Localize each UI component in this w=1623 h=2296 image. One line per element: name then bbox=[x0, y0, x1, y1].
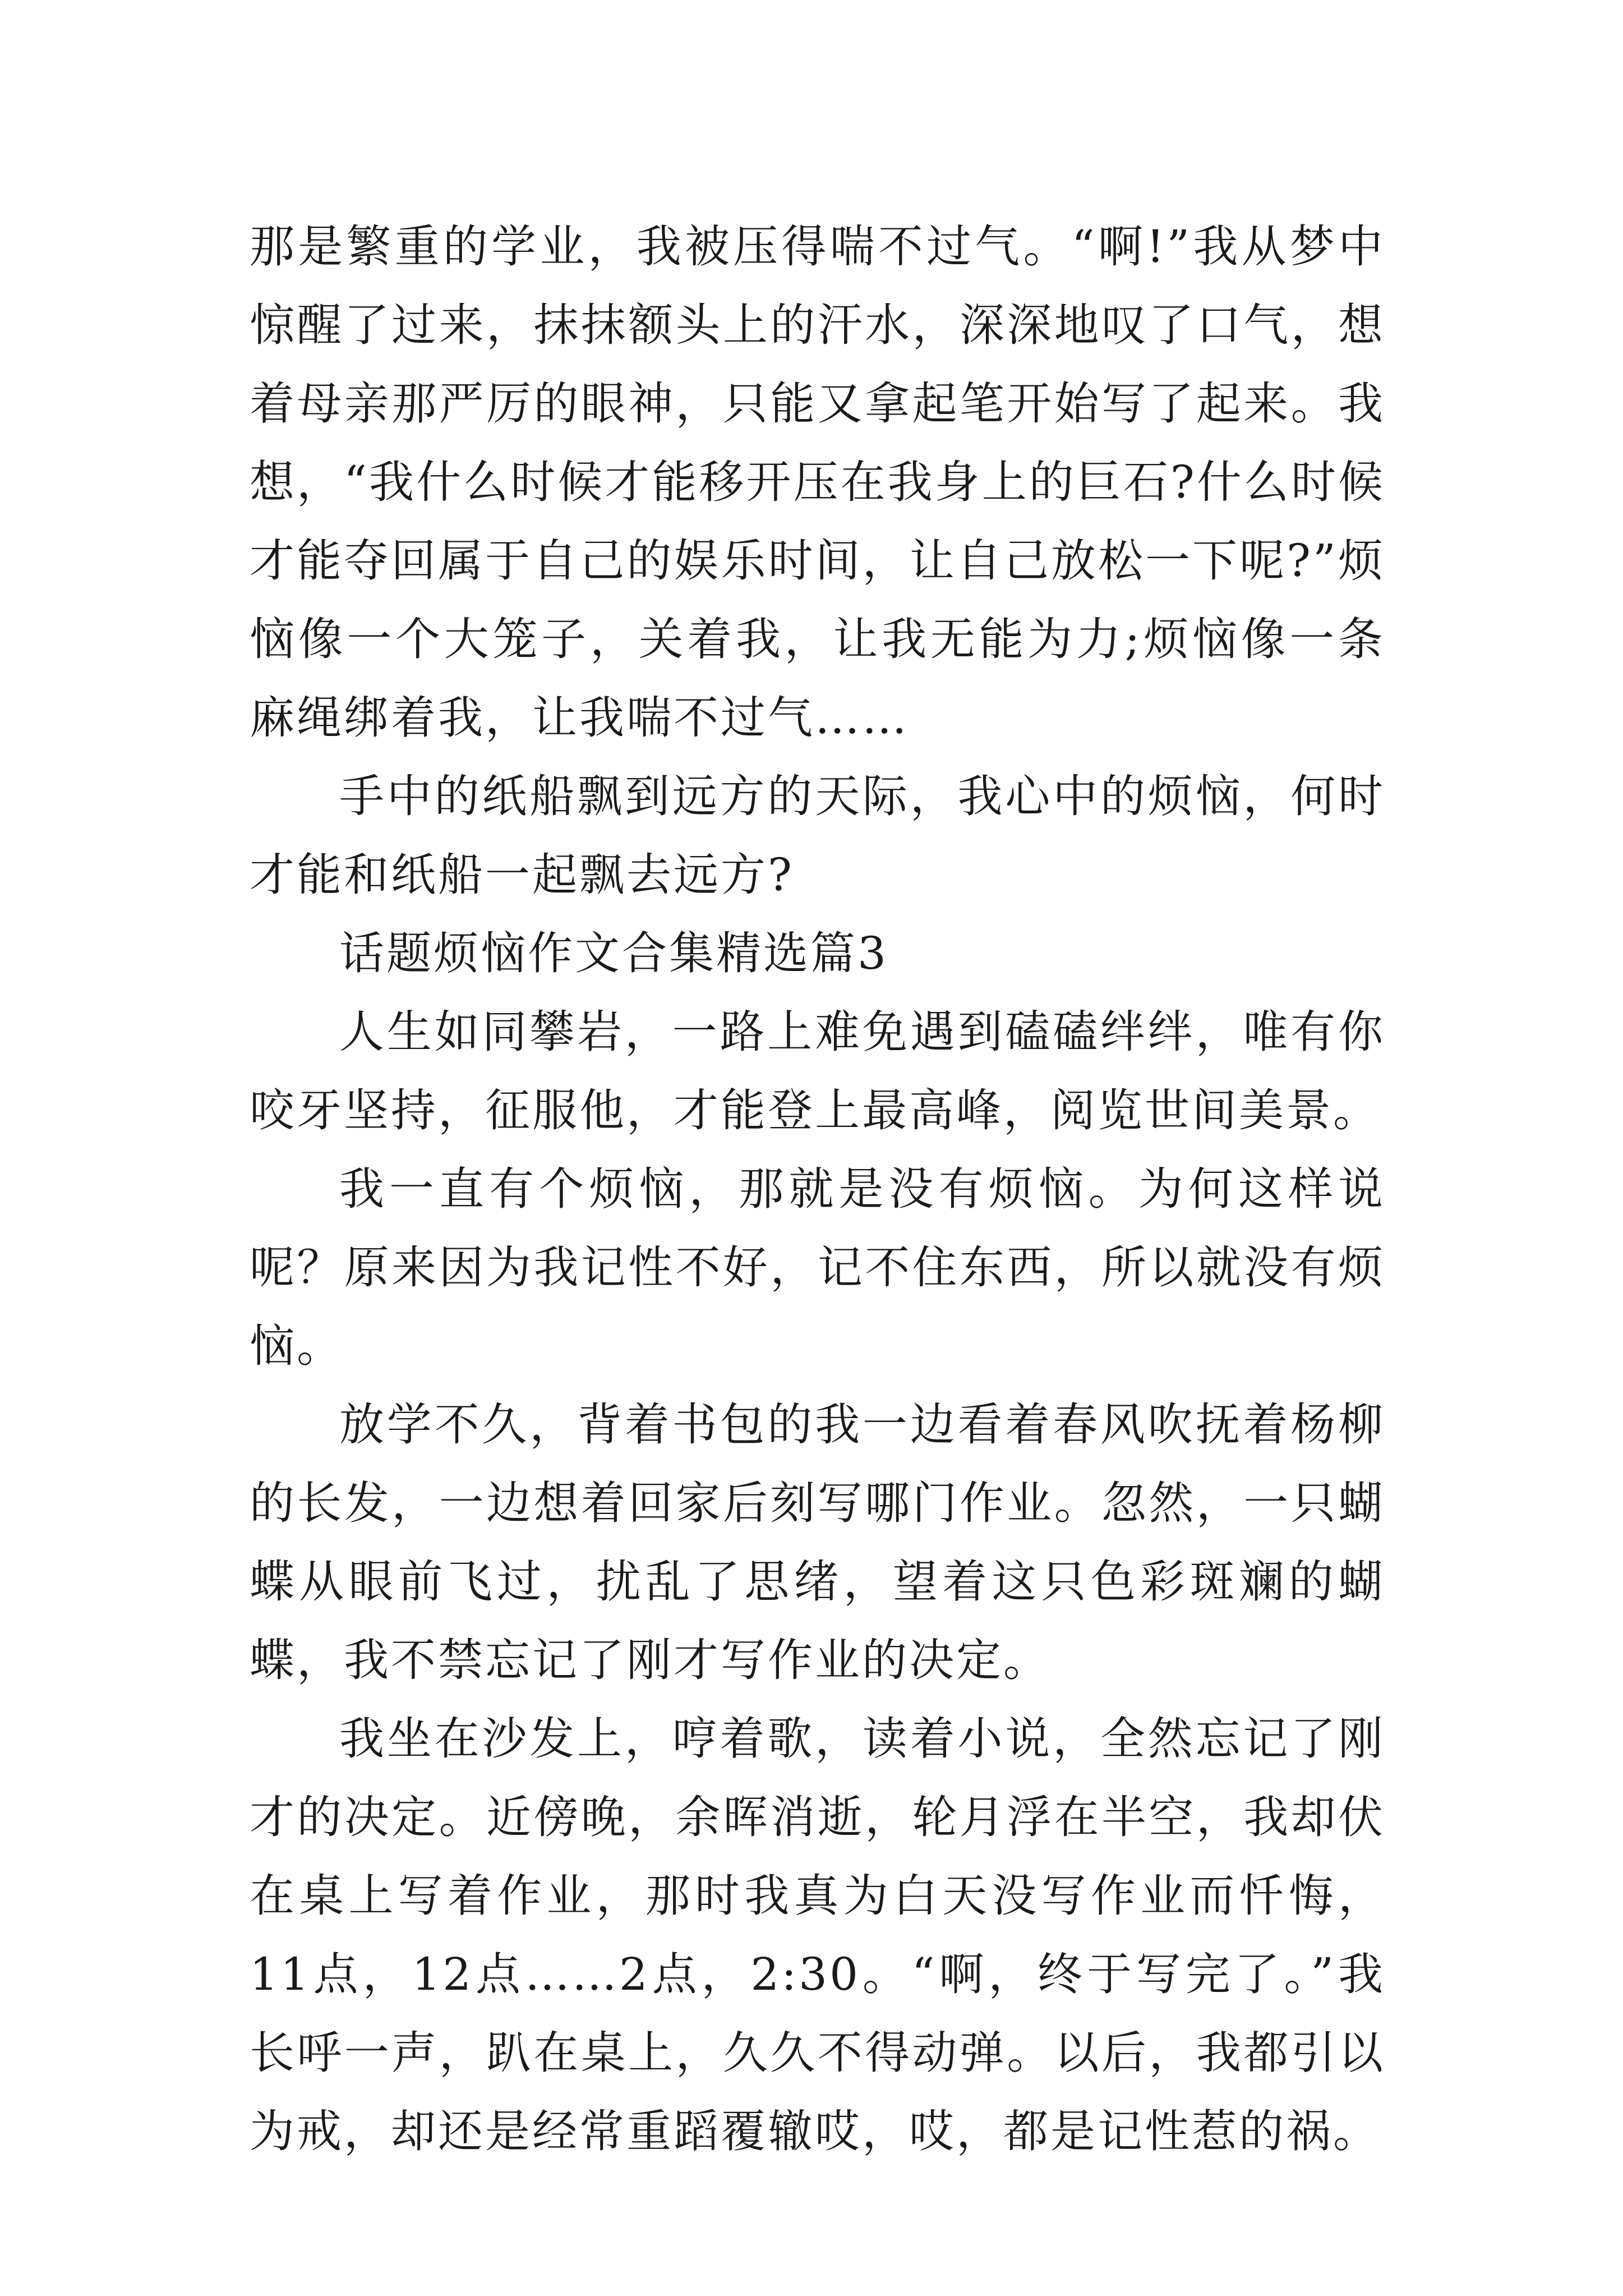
paragraph-2: 手中的纸船飘到远方的天际，我心中的烦恼，何时才能和纸船一起飘去远方? bbox=[250, 770, 1385, 901]
paragraph-4: 我一直有个烦恼，那就是没有烦恼。为何这样说呢？原来因为我记性不好，记不住东西，所以就没有烦恼。 bbox=[250, 1163, 1385, 1372]
paragraph-5: 放学不久，背着书包的我一边看着春风吹抚着杨柳的长发，一边想着回家后刻写哪门作业。忽然，一只蝴蝶从眼前飞过，扰乱了思绪，望着这只色彩斑斓的蝴蝶，我不禁忘记了刚才写作业的决定。 bbox=[250, 1398, 1385, 1686]
paragraph-3: 人生如同攀岩，一路上难免遇到磕磕绊绊，唯有你咬牙坚持，征服他，才能登上最高峰，阅览世间美景。 bbox=[250, 1006, 1385, 1137]
section-heading: 话题烦恼作文合集精选篇3 bbox=[339, 927, 888, 979]
paragraph-1: 那是繁重的学业，我被压得喘不过气。“啊!”我从梦中惊醒了过来，抹抹额头上的汗水，深深地叹了口气，想着母亲那严厉的眼神，只能又拿起笔开始写了起来。我想，“我什么时候才能移开压在我身上的巨石?什么时候才能夺回属于自己的娱乐时间，让自己放松一下呢?”烦恼像一个大笼子，关着我，让我无能为力;烦恼像一条麻绳绑着我，让我喘不过气…… bbox=[250, 220, 1385, 744]
paragraph-6: 我坐在沙发上，哼着歌，读着小说，全然忘记了刚才的决定。近傍晚，余晖消逝，轮月浮在半空，我却伏在桌上写着作业，那时我真为白天没写作业而忏悔，11点，12点……2点，2:30。“啊，终于写完了。”我长呼一声，趴在桌上，久久不得动弹。以后，我都引以为戒，却还是经常重蹈覆辙哎，哎，都是记性惹的祸。 bbox=[250, 1713, 1385, 2157]
essay-body bbox=[250, 208, 1385, 2171]
